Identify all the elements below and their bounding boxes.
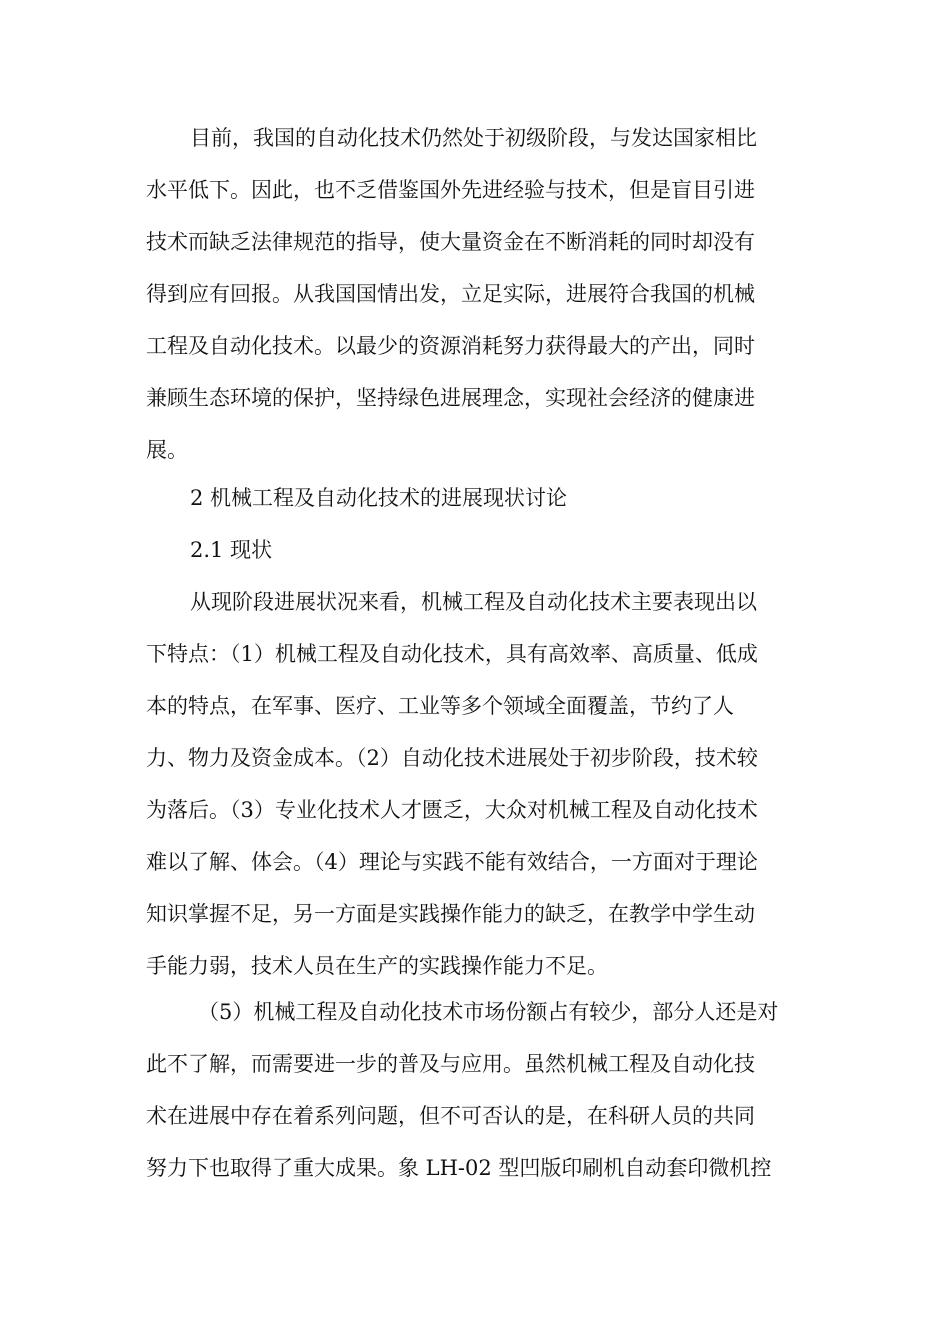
text-line: 此不了解，而需要进一步的普及与应用。虽然机械工程及自动化技 <box>146 1052 755 1076</box>
text-line: 力、物力及资金成本。（2）自动化技术进展处于初步阶段，技术较 <box>146 746 758 770</box>
text-line: 水平低下。因此，也不乏借鉴国外先进经验与技术，但是盲目引进 <box>146 178 755 202</box>
text-line: 手能力弱，技术人员在生产的实践操作能力不足。 <box>146 954 608 978</box>
text-line: 知识掌握不足，另一方面是实践操作能力的缺乏，在教学中学生动 <box>146 902 755 926</box>
paragraph-status <box>146 576 808 992</box>
text-line: 下特点：（1）机械工程及自动化技术，具有高效率、高质量、低成 <box>146 642 758 666</box>
text-line: 工程及自动化技术。以最少的资源消耗努力获得最大的产出，同时 <box>146 334 755 358</box>
text-line: 术在进展中存在着系列问题，但不可否认的是，在科研人员的共同 <box>146 1104 755 1128</box>
text-line: 难以了解、体会。（4）理论与实践不能有效结合，一方面对于理论 <box>146 850 758 874</box>
section-heading-2-1 <box>146 524 808 576</box>
section-heading-2 <box>146 472 808 524</box>
paragraph-intro <box>146 112 808 476</box>
section-title: 2 机械工程及自动化技术的进展现状讨论 <box>190 486 568 510</box>
text-line: 展。 <box>146 438 188 462</box>
subsection-title: 2.1 现状 <box>190 538 273 562</box>
text-line: 本的特点，在军事、医疗、工业等多个领域全面覆盖，节约了人 <box>146 694 734 718</box>
text-line: （5）机械工程及自动化技术市场份额占有较少，部分人还是对 <box>198 1000 779 1024</box>
text-line: 得到应有回报。从我国国情出发，立足实际，进展符合我国的机械 <box>146 282 755 306</box>
text-line: 从现阶段进展状况来看，机械工程及自动化技术主要表现出以 <box>190 590 757 614</box>
text-line: 目前，我国的自动化技术仍然处于初级阶段，与发达国家相比 <box>190 126 757 150</box>
text-line: 兼顾生态环境的保护，坚持绿色进展理念，实现社会经济的健康进 <box>146 386 755 410</box>
text-line: 努力下也取得了重大成果。象 LH-02 型凹版印刷机自动套印微机控 <box>146 1156 772 1180</box>
paragraph-achievements <box>146 986 808 1194</box>
text-line: 为落后。（3）专业化技术人才匮乏，大众对机械工程及自动化技术 <box>146 798 758 822</box>
text-line: 技术而缺乏法律规范的指导，使大量资金在不断消耗的同时却没有 <box>146 230 755 254</box>
